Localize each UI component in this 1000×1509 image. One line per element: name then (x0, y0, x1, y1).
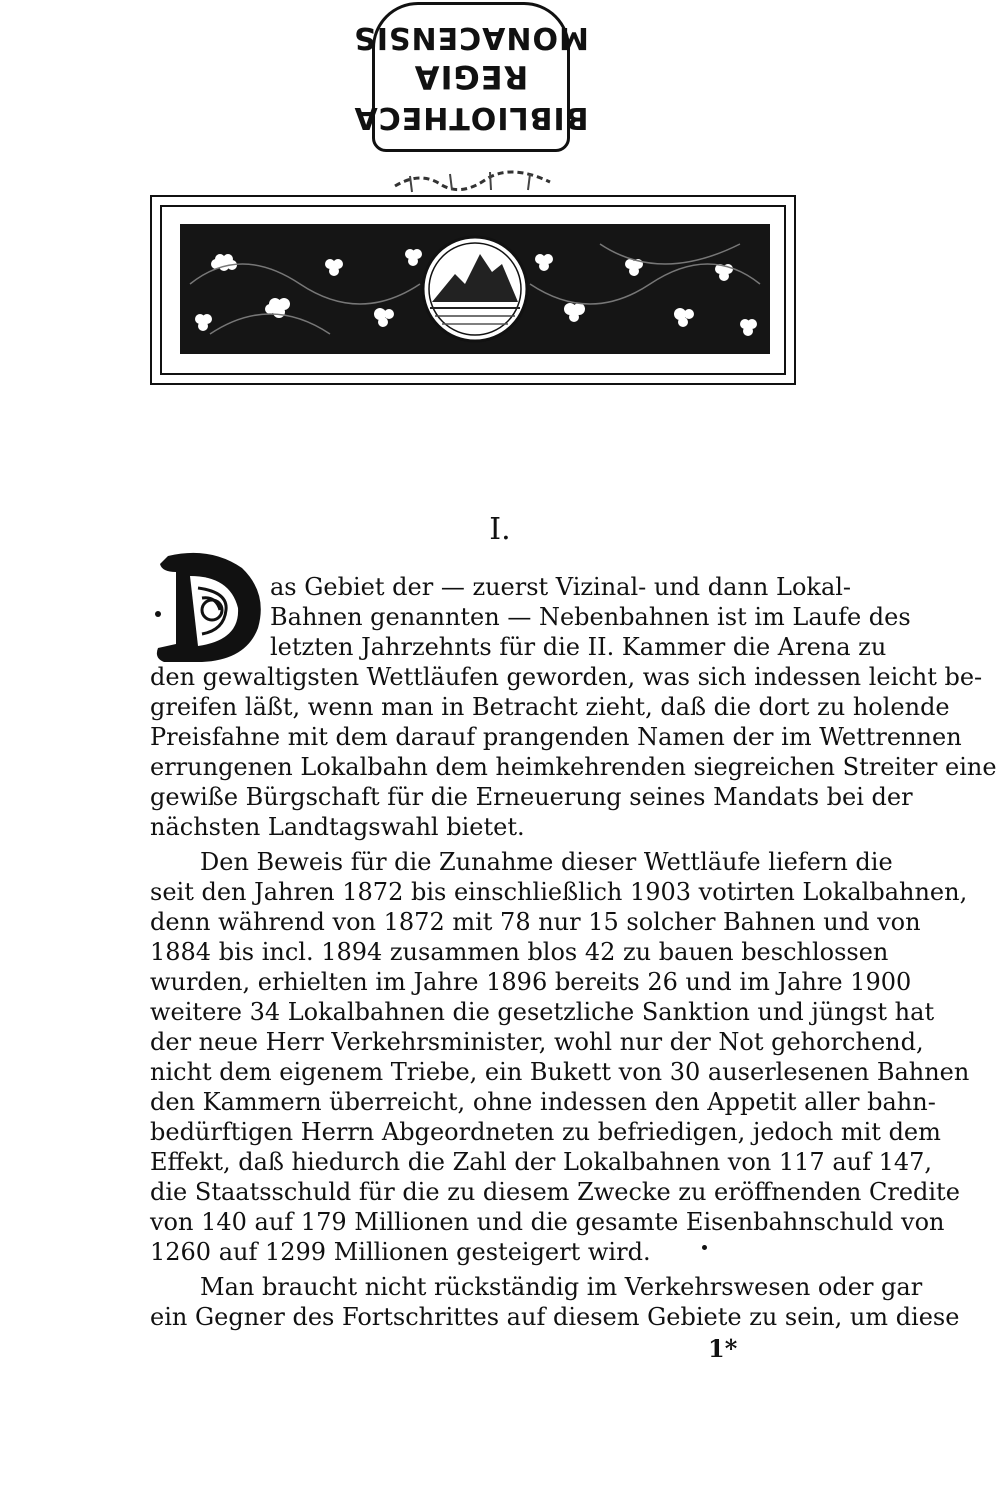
text-line: 1884 bis incl. 1894 zusammen blos 42 zu bauen beschlossen (150, 938, 889, 966)
text-line: den Kammern überreicht, ohne indessen den Appetit aller bahn- (150, 1088, 936, 1116)
stray-mark (702, 1245, 707, 1250)
text-line: Man braucht nicht rückständig im Verkehrswesen oder gar (200, 1273, 923, 1301)
text-line: von 140 auf 179 Millionen und die gesamte Eisenbahnschuld von (150, 1208, 945, 1236)
text-line: ein Gegner des Fortschrittes auf diesem Gebiete zu sein, um diese (150, 1303, 960, 1331)
text-line: as Gebiet der — zuerst Vizinal- und dann Lokal- (270, 573, 852, 601)
text-line: seit den Jahren 1872 bis einschließlich 1903 votirten Lokalbahnen, (150, 878, 968, 906)
text-line: wurden, erhielten im Jahre 1896 bereits 26 und im Jahre 1900 (150, 968, 912, 996)
text-line: denn während von 1872 mit 78 nur 15 solcher Bahnen und von (150, 908, 921, 936)
text-line: weitere 34 Lokalbahnen die gesetzliche Sanktion und jüngst hat (150, 998, 935, 1026)
text-line: 1260 auf 1299 Millionen gesteigert wird. (150, 1238, 651, 1266)
stamp-line-2: REGIA (413, 58, 529, 96)
text-line: errungenen Lokalbahn dem heimkehrenden siegreichen Streiter eine (150, 753, 997, 781)
text-line: bedürftigen Herrn Abgeordneten zu befriedigen, jedoch mit dem (150, 1118, 941, 1146)
floral-ornament-banner (180, 224, 770, 354)
library-stamp (353, 2, 589, 152)
text-line: Preisfahne mit dem darauf prangenden Namen der im Wettrennen (150, 723, 962, 751)
text-line: Effekt, daß hiedurch die Zahl der Lokalbahnen von 117 auf 147, (150, 1148, 933, 1176)
text-line: nächsten Landtagswahl bietet. (150, 813, 525, 841)
text-line: letzten Jahrzehnts für die II. Kammer die Arena zu (270, 633, 887, 661)
chapter-number: I. (489, 512, 511, 547)
text-line: Bahnen genannten — Nebenbahnen ist im Laufe des (270, 603, 911, 631)
text-line: nicht dem eigenem Triebe, ein Bukett von 30 auserlesenen Bahnen (150, 1058, 970, 1086)
stamp-smudge (390, 166, 560, 194)
text-line: der neue Herr Verkehrsminister, wohl nur der Not gehorchend, (150, 1028, 924, 1056)
stamp-line-3: MONACENSIS (353, 20, 589, 55)
text-line: greifen läßt, wenn man in Betracht zieht, daß die dort zu holende (150, 693, 950, 721)
text-line: Den Beweis für die Zunahme dieser Wettläufe liefern die (200, 848, 893, 876)
text-line: gewiße Bürgschaft für die Erneuerung seines Mandats bei der (150, 783, 913, 811)
text-line: die Staatsschuld für die zu diesem Zwecke zu eröffnenden Credite (150, 1178, 960, 1206)
page-number: 1* (708, 1334, 738, 1363)
ornamental-dropcap-d-icon (150, 548, 270, 668)
text-line: den gewaltigsten Wettläufen geworden, was sich indessen leicht be- (150, 663, 983, 691)
stamp-line-1: BIBLIOTHECA (353, 100, 589, 135)
